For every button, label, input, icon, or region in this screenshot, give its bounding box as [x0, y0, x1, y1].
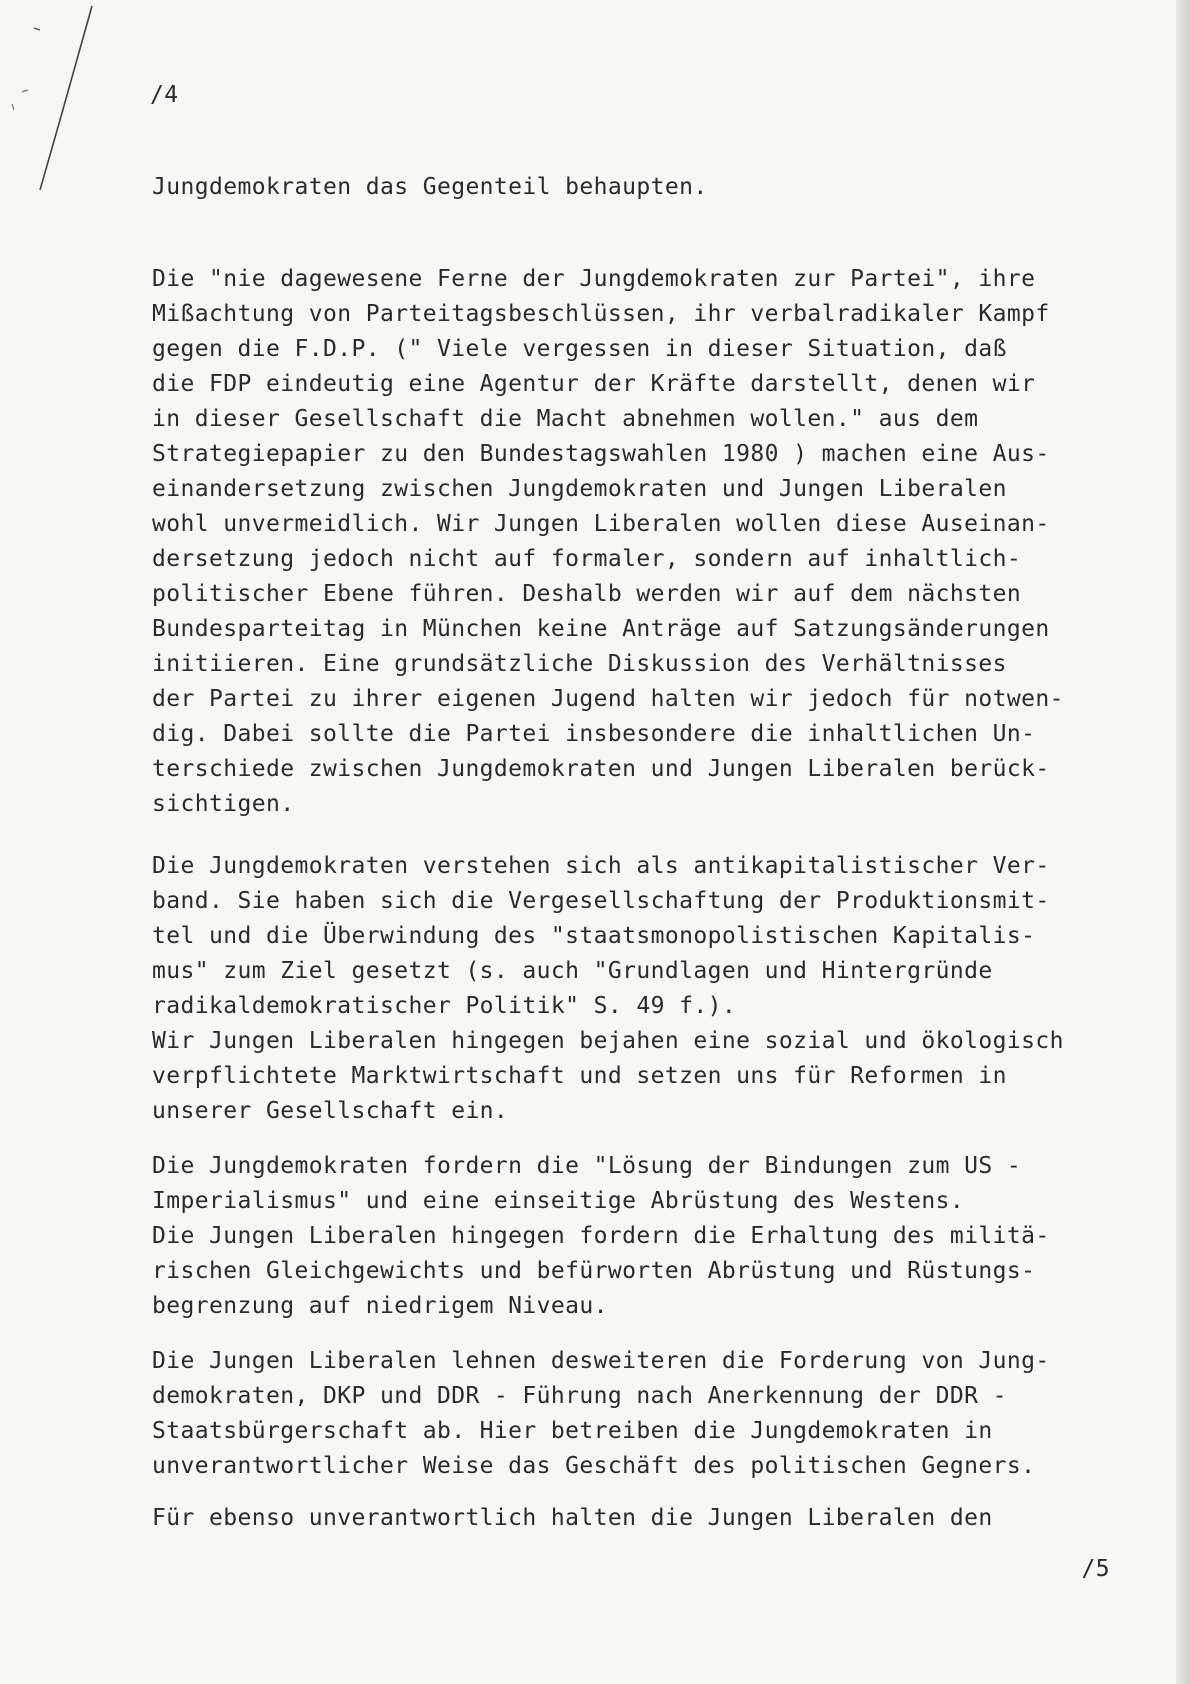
body-line: Bundesparteitag in München keine Anträge auf Satzungsänderungen: [152, 616, 1050, 642]
body-line: Die Jungen Liberalen lehnen desweiteren die Forderung von Jung-: [152, 1348, 1050, 1374]
body-line: Für ebenso unverantwortlich halten die Jungen Liberalen den: [152, 1505, 993, 1531]
body-line: Die Jungdemokraten verstehen sich als antikapitalistischer Ver-: [152, 853, 1050, 879]
body-line: politischer Ebene führen. Deshalb werden wir auf dem nächsten: [152, 581, 1022, 607]
margin-pen-stroke-icon: [0, 0, 120, 260]
body-line: in dieser Gesellschaft die Macht abnehmen wollen." aus dem: [152, 406, 979, 432]
body-line: einandersetzung zwischen Jungdemokraten und Jungen Liberalen: [152, 476, 1007, 502]
body-line: die FDP eindeutig eine Agentur der Kräfte darstellt, denen wir: [152, 371, 1036, 397]
body-line: begrenzung auf niedrigem Niveau.: [152, 1293, 608, 1319]
body-line: initiieren. Eine grundsätzliche Diskussion des Verhältnisses: [152, 651, 1007, 677]
body-line: sichtigen.: [152, 791, 295, 817]
body-line: Mißachtung von Parteitagsbeschlüssen, ihr verbalradikaler Kampf: [152, 301, 1050, 327]
page-edge-shadow: [1176, 0, 1190, 1684]
body-line: radikaldemokratischer Politik" S. 49 f.).: [152, 993, 737, 1019]
body-line: dersetzung jedoch nicht auf formaler, sondern auf inhaltlich-: [152, 546, 1022, 572]
body-line: demokraten, DKP und DDR - Führung nach Anerkennung der DDR -: [152, 1383, 1007, 1409]
body-line: unverantwortlicher Weise das Geschäft des politischen Gegners.: [152, 1453, 1036, 1479]
body-line: gegen die F.D.P. (" Viele vergessen in dieser Situation, daß: [152, 336, 1007, 362]
body-line: Imperialismus" und eine einseitige Abrüstung des Westens.: [152, 1188, 965, 1214]
body-line: unserer Gesellschaft ein.: [152, 1098, 509, 1124]
body-line: band. Sie haben sich die Vergesellschaftung der Produktionsmit-: [152, 888, 1050, 914]
body-line: Die "nie dagewesene Ferne der Jungdemokraten zur Partei", ihre: [152, 266, 1036, 292]
body-line: rischen Gleichgewichts und befürworten Abrüstung und Rüstungs-: [152, 1258, 1036, 1284]
body-line: mus" zum Ziel gesetzt (s. auch "Grundlagen und Hintergründe: [152, 958, 993, 984]
body-line: Wir Jungen Liberalen hingegen bejahen eine sozial und ökologisch: [152, 1028, 1064, 1054]
body-line: Die Jungen Liberalen hingegen fordern die Erhaltung des militä-: [152, 1223, 1050, 1249]
body-line: Die Jungdemokraten fordern die "Lösung der Bindungen zum US -: [152, 1153, 1022, 1179]
body-line: wohl unvermeidlich. Wir Jungen Liberalen wollen diese Auseinan-: [152, 511, 1050, 537]
body-line: Jungdemokraten das Gegenteil behaupten.: [152, 174, 708, 200]
body-line: Staatsbürgerschaft ab. Hier betreiben die Jungdemokraten in: [152, 1418, 993, 1444]
body-line: der Partei zu ihrer eigenen Jugend halten wir jedoch für notwen-: [152, 686, 1064, 712]
body-line: terschiede zwischen Jungdemokraten und Jungen Liberalen berück-: [152, 756, 1050, 782]
body-line: tel und die Überwindung des "staatsmonopolistischen Kapitalis-: [152, 923, 1036, 949]
body-line: Strategiepapier zu den Bundestagswahlen 1980 ) machen eine Aus-: [152, 441, 1050, 467]
next-page-marker: /5: [1081, 1556, 1110, 1582]
page-number-top: /4: [150, 82, 179, 108]
body-line: dig. Dabei sollte die Partei insbesondere die inhaltlichen Un-: [152, 721, 1036, 747]
body-line: verpflichtete Marktwirtschaft und setzen uns für Reformen in: [152, 1063, 1007, 1089]
